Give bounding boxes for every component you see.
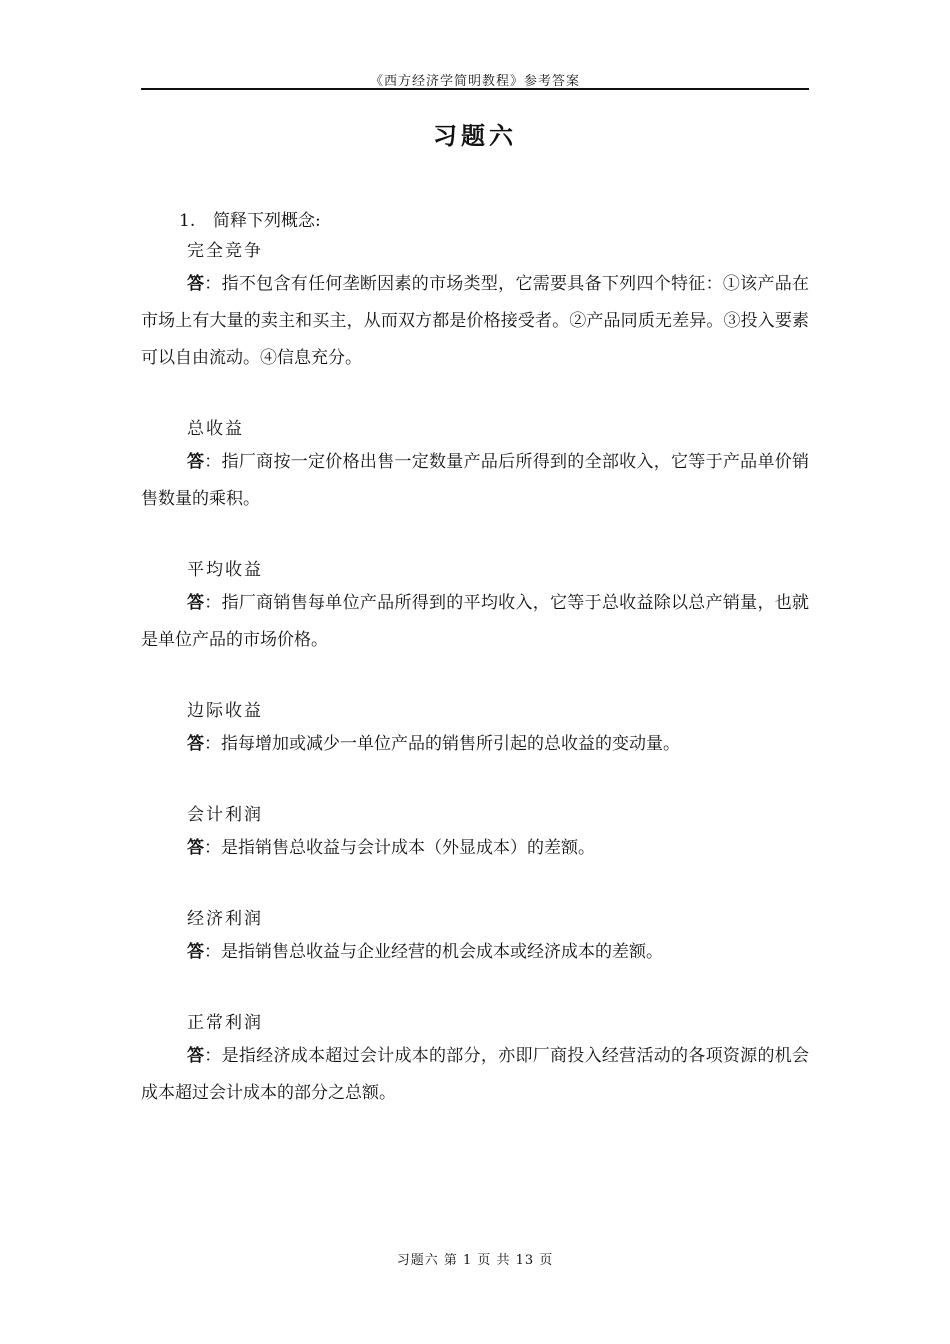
header-rule	[141, 88, 809, 90]
entry-average-revenue	[141, 555, 809, 659]
entry-perfect-competition	[141, 236, 809, 377]
answer-label: 答	[187, 274, 205, 294]
entry-accounting-profit	[141, 800, 809, 867]
answer-label: 答	[187, 838, 204, 858]
entry-marginal-revenue	[141, 696, 809, 763]
spacer	[141, 867, 809, 904]
answer-text: ：指每增加或减少一单位产品的销售所引起的总收益的变动量。	[204, 734, 680, 754]
answer-label: 答	[187, 942, 204, 962]
answer-label: 答	[187, 1046, 205, 1066]
answer-label: 答	[187, 593, 205, 613]
page-body	[141, 206, 809, 1112]
answer-paragraph	[141, 726, 809, 763]
answer-paragraph	[141, 1038, 809, 1112]
question-1	[141, 206, 809, 236]
chapter-title: 习题六	[433, 121, 517, 150]
question-text: 简释下列概念:	[213, 211, 321, 231]
entry-normal-profit	[141, 1008, 809, 1112]
term-heading: 经济利润	[187, 909, 263, 929]
term-heading: 完全竞争	[187, 241, 263, 261]
answer-text: ：指厂商按一定价格出售一定数量产品后所得到的全部收入，它等于产品单价销售数量的乘积。	[141, 452, 810, 509]
answer-paragraph	[141, 585, 809, 659]
answer-paragraph	[141, 444, 809, 518]
spacer	[141, 763, 809, 800]
term-heading: 平均收益	[187, 560, 263, 580]
question-number: 1.	[179, 211, 196, 231]
entry-economic-profit	[141, 904, 809, 971]
term-heading: 正常利润	[187, 1013, 263, 1033]
spacer	[141, 659, 809, 696]
term-heading: 总收益	[187, 419, 244, 439]
answer-text: ：指不包含有任何垄断因素的市场类型，它需要具备下列四个特征：①该产品在市场上有大量的卖主和买主，从而双方都是价格接受者。②产品同质无差异。③投入要素可以自由流动。④信息充分。	[141, 274, 810, 368]
term-heading: 会计利润	[187, 805, 263, 825]
running-header: 《西方经济学简明教程》参考答案	[369, 74, 580, 89]
spacer	[141, 377, 809, 414]
answer-text: ：指厂商销售每单位产品所得到的平均收入，它等于总收益除以总产销量，也就是单位产品的市场价格。	[141, 593, 810, 650]
term-heading: 边际收益	[187, 701, 263, 721]
page-footer: 习题六 第 1 页 共 13 页	[396, 1253, 554, 1268]
entry-total-revenue	[141, 414, 809, 518]
answer-text: ：是指经济成本超过会计成本的部分，亦即厂商投入经营活动的各项资源的机会成本超过会计成本的部分之总额。	[141, 1046, 810, 1103]
answer-text: ：是指销售总收益与会计成本（外显成本）的差额。	[204, 838, 595, 858]
answer-paragraph	[141, 266, 809, 377]
spacer	[141, 518, 809, 555]
answer-paragraph	[141, 934, 809, 971]
answer-label: 答	[187, 734, 204, 754]
answer-paragraph	[141, 830, 809, 867]
answer-label: 答	[187, 452, 205, 472]
spacer	[141, 971, 809, 1008]
answer-text: ：是指销售总收益与企业经营的机会成本或经济成本的差额。	[204, 942, 663, 962]
